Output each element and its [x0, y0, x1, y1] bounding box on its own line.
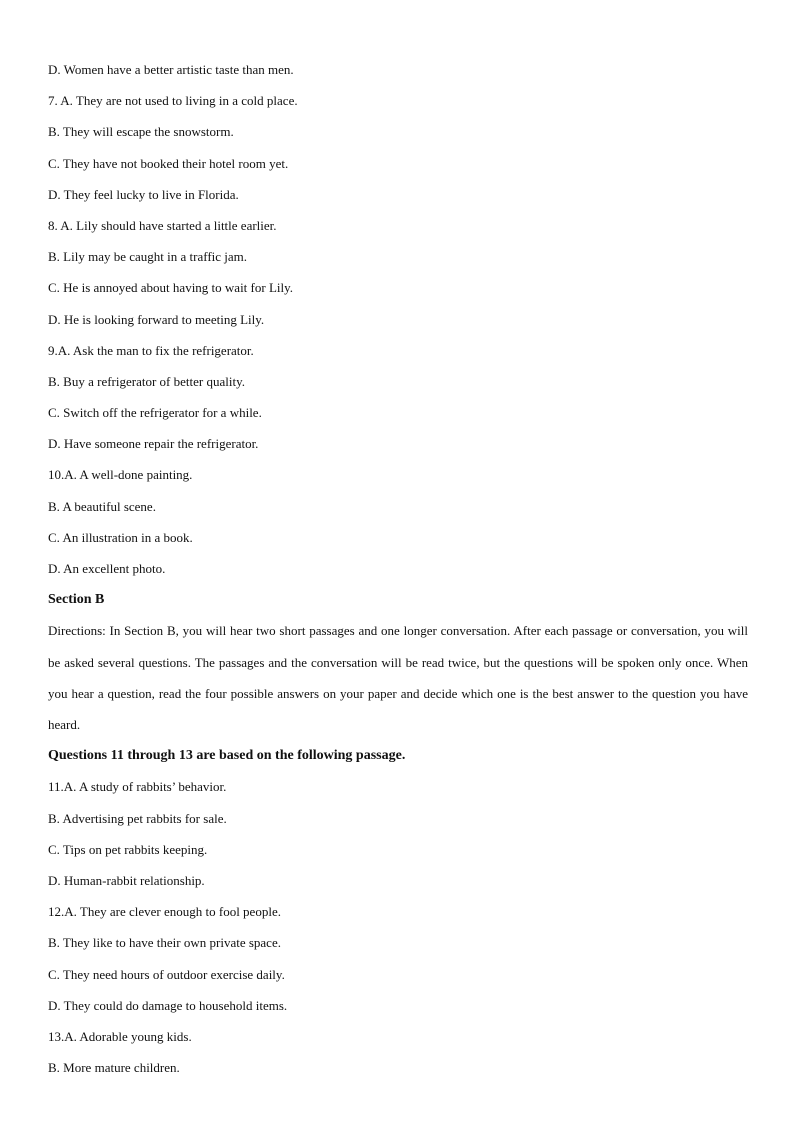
q11-option-c: C. Tips on pet rabbits keeping.	[48, 841, 208, 857]
q8-option-a: 8. A. Lily should have started a little earlier.	[48, 217, 277, 233]
q10-option-c: C. An illustration in a book.	[48, 529, 193, 545]
q11-option-d: D. Human-rabbit relationship.	[48, 872, 205, 888]
q10-option-b: B. A beautiful scene.	[48, 498, 156, 514]
q12-option-d: D. They could do damage to household items.	[48, 997, 288, 1013]
q8-option-b: B. Lily may be caught in a traffic jam.	[48, 249, 248, 265]
document-page	[48, 54, 748, 1083]
q9-option-b: B. Buy a refrigerator of better quality.	[48, 373, 245, 389]
passage-heading: Questions 11 through 13 are based on the following passage.	[48, 748, 406, 764]
q7-option-b: B. They will escape the snowstorm.	[48, 124, 234, 140]
q12-option-a: 12.A. They are clever enough to fool people.	[48, 904, 281, 920]
q8-option-d: D. He is looking forward to meeting Lily.	[48, 311, 265, 327]
q13-option-b: B. More mature children.	[48, 1060, 180, 1076]
q11-option-a: 11.A. A study of rabbits’ behavior.	[48, 779, 227, 795]
section-b-directions: Directions: In Section B, you will hear two short passages and one longer conversation. After each passage or conversation, you will be asked several questions. The passages and the conversation will be read twice, but the questions will be spoken only once. When you hear a question, read the four possible answers on your paper and decide which one is the best answer to the question you have heard.	[48, 623, 748, 732]
q11-option-b: B. Advertising pet rabbits for sale.	[48, 810, 227, 826]
q7-option-a: 7. A. They are not used to living in a cold place.	[48, 93, 298, 109]
q8-option-c: C. He is annoyed about having to wait for Lily.	[48, 280, 294, 296]
q12-option-c: C. They need hours of outdoor exercise daily.	[48, 966, 285, 982]
q13-option-a: 13.A. Adorable young kids.	[48, 1028, 192, 1044]
q10-option-a: 10.A. A well-done painting.	[48, 467, 193, 483]
q7-option-c: C. They have not booked their hotel room yet.	[48, 155, 289, 171]
q12-option-b: B. They like to have their own private space.	[48, 935, 281, 951]
q9-option-c: C. Switch off the refrigerator for a while.	[48, 405, 262, 421]
q9-option-a: 9.A. Ask the man to fix the refrigerator.	[48, 342, 254, 358]
q10-option-d: D. An excellent photo.	[48, 561, 166, 576]
q7-option-d: D. They feel lucky to live in Florida.	[48, 186, 239, 202]
q9-option-d: D. Have someone repair the refrigerator.	[48, 436, 259, 452]
q6-option-d: D. Women have a better artistic taste than men.	[48, 62, 294, 77]
section-b-title: Section B	[48, 592, 105, 608]
